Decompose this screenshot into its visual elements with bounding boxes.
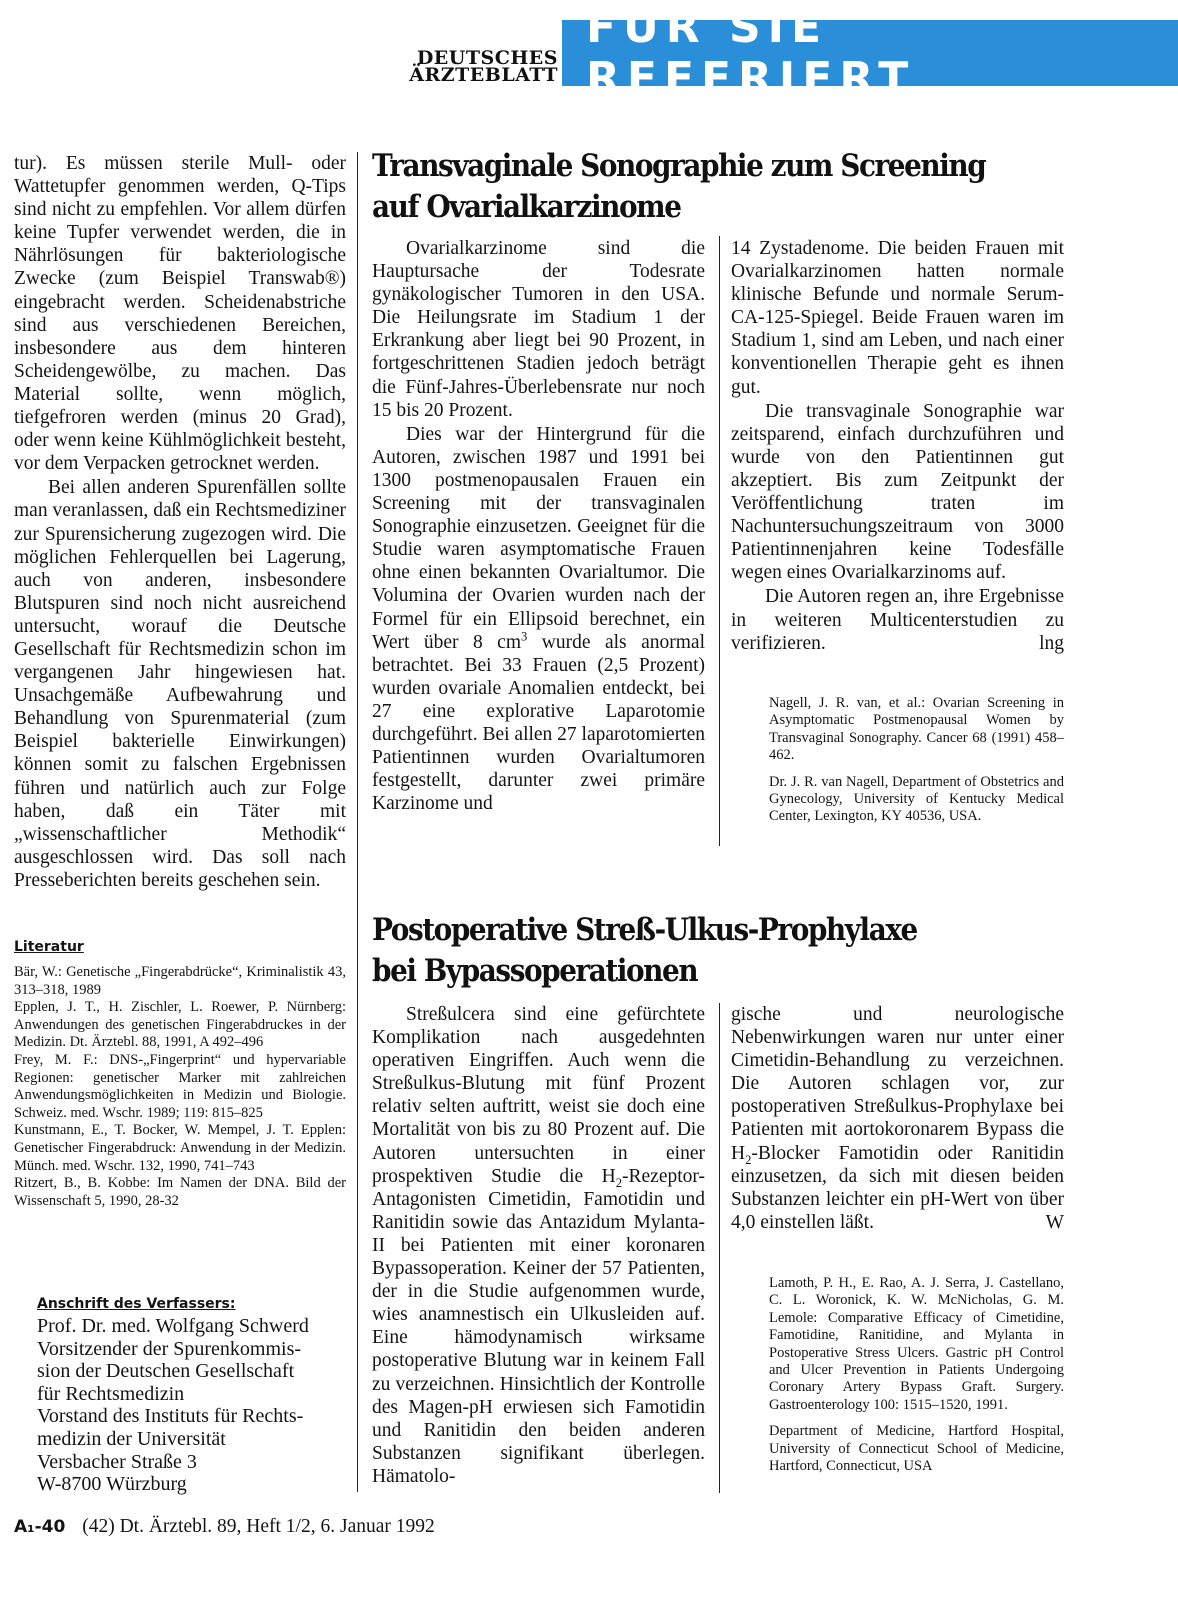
article1-paragraph-text: wurde als anormal betrachtet. Bei 33 Frauen (2,5 Prozent) wurden ovariale Anomalien entdeckt, bei 27 eine explorative Laparotomie durchgeführt. Bei allen 27 laparotomierten Patientinnen wurden Ovarialtumoren festgestellt, darunter zwei primäre Karzinome und [372, 631, 706, 815]
article2-paragraph [731, 1003, 1064, 1234]
article1-title [372, 146, 985, 228]
journal-name-line1: DEUTSCHES [416, 47, 558, 69]
author-address-heading: Anschrift des Verfassers: [37, 1296, 236, 1312]
article1-paragraph [731, 585, 1064, 654]
address-line: medizin der Universität [37, 1427, 226, 1450]
article2-paragraph [372, 1003, 705, 1488]
address-line: Versbacher Straße 3 [37, 1450, 197, 1473]
literature-list [14, 964, 346, 1210]
article2-column2 [731, 1003, 1064, 1234]
address-line: für Rechtsmedizin [37, 1382, 185, 1405]
article2-reference: Lamoth, P. H., E. Rao, A. J. Serra, J. Castellano, C. L. Woronick, K. W. McNicholas, G. M. Lemole: Comparative Efficacy of Cimetidine, Famotidine, Ranitidine, and Mylanta in Postoperative Stress Ulcers. Gastric pH Control and Ulcer Prevention in Patients Undergoing Coronary Artery Bypass Graft. Surgery. Gastroenterology 100: 1515–1520, 1991. [769, 1275, 1064, 1413]
column-divider [719, 236, 720, 846]
article1-paragraph [372, 423, 705, 816]
article2-title-line1: Postoperative Streß-Ulkus-Prophylaxe [372, 912, 917, 948]
literature-item: Bär, W.: Genetische „Fingerabdrücke“, Kriminalistik 43, 313–318, 1989 [14, 964, 346, 998]
address-line: Prof. Dr. med. Wolfgang Schwerd [37, 1315, 309, 1337]
address-line: W-8700 Würzburg [37, 1473, 187, 1496]
article1-signature: lng [1039, 632, 1064, 654]
citation-line: (42) Dt. Ärztebl. 89, Heft 1/2, 6. Januar 1992 [82, 1516, 435, 1537]
address-line: Vorsitzender der Spurenkommis- [37, 1337, 302, 1360]
article1-paragraph: Die transvaginale Sonographie war zeitsparend, einfach durchzuführen und wurde von den Patientinnen gut akzeptiert. Bis zum Zeitpunkt der Veröffentlichung traten im Nachuntersuchungszeitraum von 3000 Patientinnenjahren keine Todesfälle wegen eines Ovarialkarzinoms auf. [731, 400, 1064, 584]
left-paragraph-1: tur). Es müssen sterile Mull- oder Wattetupfer genommen werden, Q-Tips sind nicht zu empfehlen. Vor allem dürfen keine Tupfer verwendet werden, die in Nährlösungen für bakteriologische Zwecke (zum Beispiel Transwab®) eingebracht werden. Scheidenabstriche sind aus verschiedenen Bereichen, insbesondere aus dem hinteren Scheidengewölbe, zu machen. Das Material sollte, wenn möglich, tiefgefroren werden (minus 20 Grad), oder wenn keine Kühlmöglichkeit besteht, vor dem Verpacken getrocknet werden. [14, 153, 346, 475]
article1-affiliation: Dr. J. R. van Nagell, Department of Obstetrics and Gynecology, University of Kentucky Medical Center, Lexington, KY 40536, USA. [769, 773, 1064, 825]
article2-paragraph-text: -Rezeptor-Antagonisten Cimetidin, Famotidin und Ranitidin sowie das Antazidum Mylanta-II bei Patienten mit einer koronaren Bypassoperation. Keiner der 57 Patienten, der in die Studie aufgenommen wurde, wies anamnestisch ein Ulkusleiden auf. Eine hämodynamisch wirksame postoperative Blutung war in keinem Fall zu verzeichnen. Hinsichtlich der Kontrolle des Magen-pH erwiesen sich Famotidin und Ranitidin den beiden anderen Substanzen signifikant überlegen. Hämatolo- [372, 1165, 705, 1487]
address-line: Vorstand des Instituts für Rechts- [37, 1405, 304, 1428]
subscript: 2 [615, 1175, 623, 1190]
literature-item: Epplen, J. T., H. Zischler, L. Roewer, P. Nürnberg: Anwendungen des genetischen Fingerabdruckes in der Medizin. Dt. Ärztebl. 88, 1991, A 492–496 [14, 999, 346, 1051]
journal-name [388, 47, 558, 86]
article2-title [372, 910, 917, 992]
article2-paragraph-text: Streßulcera sind eine gefürchtete Komplikation nach ausgedehnten operativen Eingriffen. Auch wenn die Streßulkus-Blutung mit fünf Prozent relativ selten auftritt, weist sie doch eine Mortalität von bis zu 80 Prozent auf. Die Autoren untersuchten in einer prospektiven Studie die H [372, 1004, 705, 1187]
article1-paragraph-text: Die Autoren regen an, ihre Ergebnisse in weiteren Multicenterstudien zu verifizieren. [731, 586, 1064, 654]
article1-reference: Nagell, J. R. van, et al.: Ovarian Screening in Asymptomatic Postmenopausal Women by Transvaginal Sonography. Cancer 68 (1991) 458–462. [769, 695, 1064, 764]
article2-signature: W [1045, 1211, 1064, 1233]
literature-item: Frey, M. F.: DNS-„Fingerprint“ und hypervariable Regionen: genetischer Marker mit zahlreichen Anwendungsmöglichkeiten in Medizin und Biologie. Schweiz. med. Wschr. 1989; 119: 815–825 [14, 1051, 346, 1121]
literature-item: Ritzert, B., B. Kobbe: Im Namen der DNA. Bild der Wissenschaft 5, 1990, 28-32 [14, 1175, 346, 1209]
article1-column2 [731, 237, 1064, 655]
literature-heading: Literatur [14, 939, 84, 955]
article1-paragraph-text: Dies war der Hintergrund für die Autoren, zwischen 1987 und 1991 bei 1300 postmenopausalen Frauen ein Screening mit der transvaginalen Sonographie einzusetzen. Geeignet für die Studie waren asymptomatische Frauen ohne einen bekannten Ovarialtumor. Die Volumina der Ovarien wurden nach der Formel für ein Ellipsoid berechnet, ein Wert über 8 cm [372, 423, 705, 653]
article2-references [769, 1275, 1064, 1484]
article2-affiliation: Department of Medicine, Hartford Hospital, University of Connecticut School of Medicine, Hartford, Connecticut, USA [769, 1423, 1064, 1475]
literature-item: Kunstmann, E., T. Bocker, W. Mempel, J. T. Epplen: Genetischer Fingerabdruck: Anwendung in der Medizin. Münch. med. Wschr. 132, 1990, 741–743 [14, 1122, 346, 1174]
subscript: 2 [745, 1152, 752, 1167]
address-line: sion der Deutschen Gesellschaft [37, 1360, 295, 1383]
unit-superscript: 3 [521, 629, 528, 644]
article2-paragraph-text: -Blocker Famotidin oder Ranitidin einzusetzen, da sich mit diesen beiden Substanzen leichter ein pH-Wert von über 4,0 einstellen läßt. [731, 1142, 1064, 1233]
article2-title-line2: bei Bypassoperationen [372, 953, 698, 989]
column-divider [357, 152, 358, 1492]
article2-column1 [372, 1003, 705, 1488]
author-address [37, 1315, 309, 1496]
article2-paragraph-text: gische und neurologische Nebenwirkungen waren nur unter einer Cimetidin-Behandlung zu verzeichnen. Die Autoren schlagen vor, zur postoperativen Streßulkus-Prophylaxe bei Patienten mit aortokoronarem Bypass die H [731, 1004, 1064, 1164]
column-divider [719, 1003, 720, 1493]
article1-title-line1: Transvaginale Sonographie zum Screening [372, 148, 986, 184]
article1-paragraph: Ovarialkarzinome sind die Hauptursache der Todesrate gynäkologischer Tumoren in den USA. Die Heilungsrate im Stadium 1 der Erkrankung aber liegt bei 90 Prozent, in fortgeschrittenen Stadien jedoch beträgt die Fünf-Jahres-Überlebensrate nur noch 15 bis 20 Prozent. [372, 238, 705, 421]
article1-paragraph: 14 Zystadenome. Die beiden Frauen mit Ovarialkarzinomen hatten normale klinische Befunde und normale Serum-CA-125-Spiegel. Beide Frauen waren im Stadium 1, sind am Leben, und nach einer konventionellen Therapie geht es ihnen gut. [731, 238, 1064, 398]
section-title: FÜR SIE REFERIERT [586, 2, 916, 104]
left-column-text [14, 152, 346, 892]
section-banner [562, 2, 1178, 104]
article1-references [769, 695, 1064, 835]
article1-title-line2: auf Ovarialkarzinome [372, 189, 681, 225]
journal-name-line2: ÄRZTEBLATT [409, 64, 558, 86]
article1-column1 [372, 237, 705, 815]
page-footer [14, 1516, 435, 1538]
left-paragraph-2: Bei allen anderen Spurenfällen sollte man veranlassen, daß ein Rechtsmediziner zur Spurensicherung zugezogen wird. Die möglichen Fehlerquellen bei Lagerung, auch von anderen, insbesondere Blutspuren sind noch nicht ausreichend untersucht, worauf die Deutsche Gesellschaft für Rechtsmedizin schon im vergangenen Jahr hingewiesen hat. Unsachgemäße Aufbewahrung und Behandlung von Spurenmaterial (zum Beispiel bakterielle Einwirkungen) können somit zu falschen Ergebnissen führen und natürlich auch zur Folge haben, daß ein Täter mit „wissenschaftlicher Methodik“ ausgeschlossen wird. Das soll nach Presseberichten bereits geschehen sein. [14, 477, 346, 891]
page-number: A₁-40 [14, 1517, 66, 1537]
